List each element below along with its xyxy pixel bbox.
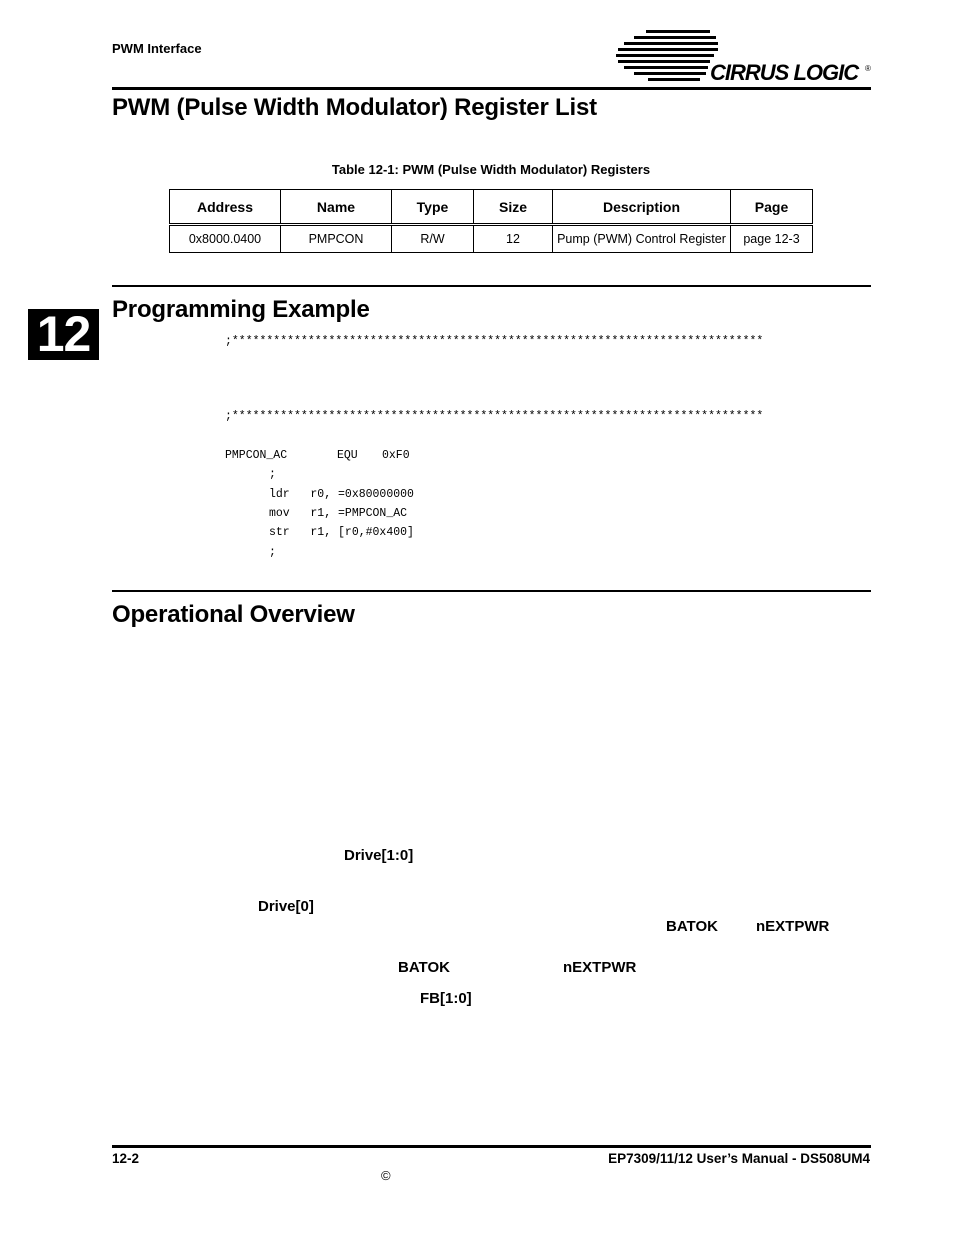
cell-size: 12	[474, 225, 553, 253]
table-header-row	[170, 190, 813, 225]
code-line: str r1, [r0,#0x400]	[269, 526, 414, 539]
register-list-heading: PWM (Pulse Width Modulator) Register List	[112, 94, 597, 121]
code-line: mov r1, =PMPCON_AC	[269, 507, 408, 520]
table-caption: Table 12-1: PWM (Pulse Width Modulator) Registers	[331, 162, 651, 177]
header-page: Page	[731, 190, 813, 225]
header-size: Size	[474, 190, 553, 225]
chapter-tab: 12	[28, 309, 99, 360]
registered-mark: ®	[865, 64, 871, 73]
cell-page[interactable]: page 12-3	[731, 225, 813, 253]
register-table	[169, 189, 813, 253]
header-address: Address	[170, 190, 281, 225]
section-rule-overview	[112, 590, 871, 592]
table-row	[170, 225, 813, 253]
code-comment-line: ;*****************************************************************************	[225, 410, 764, 423]
term-nextpwr: nEXTPWR	[563, 959, 637, 976]
header-description: Description	[553, 190, 731, 225]
code-equ-directive: EQU	[337, 449, 358, 462]
cell-address: 0x8000.0400	[170, 225, 281, 253]
logo-wordmark: CIRRUS LOGIC	[710, 60, 859, 85]
cell-type: R/W	[392, 225, 474, 253]
header-name: Name	[281, 190, 392, 225]
term-batok: BATOK	[666, 918, 718, 935]
cell-name: PMPCON	[281, 225, 392, 253]
code-equ-label: PMPCON_AC	[225, 449, 288, 462]
running-header-section: PWM Interface	[112, 41, 202, 56]
code-line: ;	[269, 546, 276, 559]
term-batok: BATOK	[398, 959, 450, 976]
code-comment-line: ;*****************************************************************************	[225, 335, 764, 348]
code-line: ldr r0, =0x80000000	[269, 488, 414, 501]
section-rule-programming	[112, 285, 871, 287]
term-nextpwr: nEXTPWR	[756, 918, 830, 935]
term-fb-1-0: FB[1:0]	[420, 990, 472, 1007]
cell-description: Pump (PWM) Control Register	[553, 225, 731, 253]
operational-overview-heading: Operational Overview	[112, 601, 355, 628]
code-equ-value: 0xF0	[382, 449, 410, 462]
term-drive-0: Drive[0]	[258, 898, 314, 915]
footer-rule	[112, 1145, 871, 1148]
header-rule	[112, 87, 871, 90]
cirrus-logic-logo	[614, 27, 872, 85]
programming-example-heading: Programming Example	[112, 296, 370, 323]
code-line: ;	[269, 468, 276, 481]
header-type: Type	[392, 190, 474, 225]
term-drive-1-0: Drive[1:0]	[344, 847, 414, 864]
footer-manual-title: EP7309/11/12 User’s Manual - DS508UM4	[608, 1151, 870, 1166]
footer-page-number: 12-2	[112, 1151, 140, 1166]
logo-swoosh-icon	[616, 30, 718, 81]
footer-copyright: ©	[381, 1168, 391, 1183]
